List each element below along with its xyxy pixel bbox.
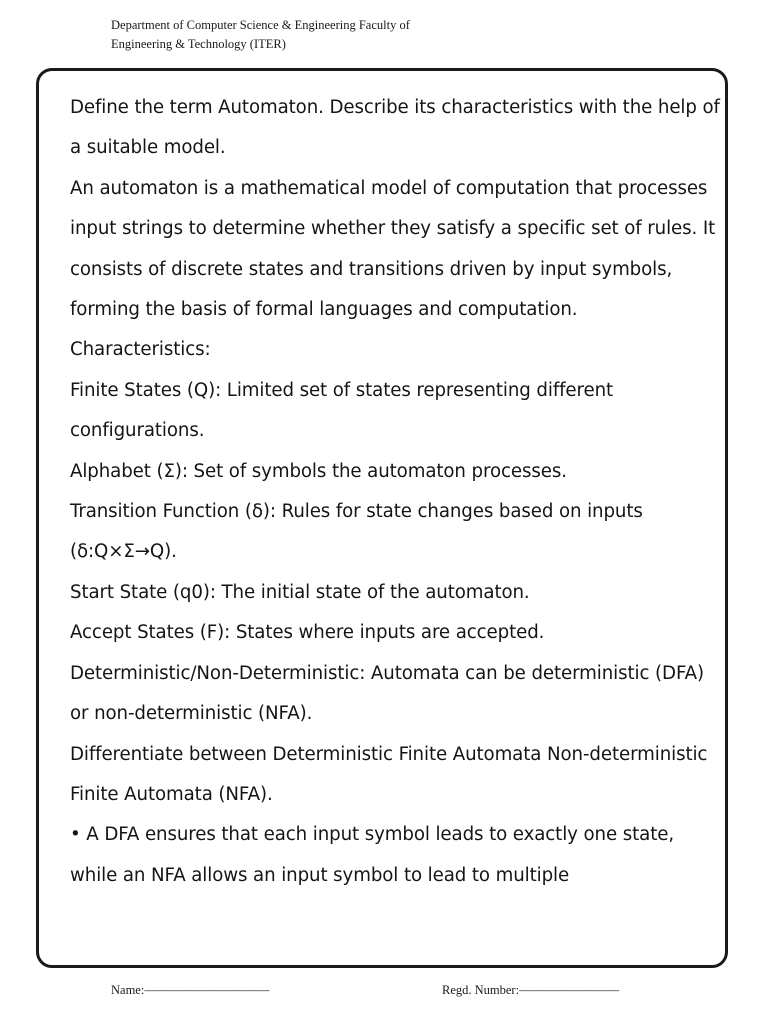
answer-content [70,88,725,896]
characteristic-deterministic: Deterministic/Non-Deterministic: Automata can be deterministic (DFA) or non-deterministic (NFA). [70,662,704,725]
bullet-point-1: • A DFA ensures that each input symbol leads to exactly one state, while an NFA allows an input symbol to lead to multiple [70,824,674,886]
characteristic-finite-states: Finite States (Q): Limited set of states representing different configurations. [70,379,614,442]
question-2: Differentiate between Deterministic Finite Automata Non-deterministic Finite Automata (NFA). [70,743,708,805]
characteristic-start-state: Start State (q0): The initial state of the automaton. [70,581,530,603]
characteristic-alphabet: Alphabet (Σ): Set of symbols the automaton processes. [70,460,567,482]
page-header [111,16,531,54]
characteristic-accept-states: Accept States (F): States where inputs are accepted. [70,622,545,644]
header-line-2: Engineering & Technology (ITER) [111,37,286,51]
characteristics-heading: Characteristics: [70,339,211,361]
answer-1-paragraph: An automaton is a mathematical model of computation that processes input strings to determine whether they satisfy a specific set of rules. It consists of discrete states and transitions driven by input symbols, forming the basis of formal languages and computation. [70,177,716,321]
question-1: Define the term Automaton. Describe its characteristics with the help of a suitable model. [70,97,720,159]
header-line-1: Department of Computer Science & Engineering Faculty of [111,18,410,32]
footer-name-field: Name:—————————— [111,983,270,997]
characteristic-transition-function: Transition Function (δ): Rules for state changes based on inputs (δ:Q×Σ→Q). [70,501,643,563]
footer-regd-number-field: Regd. Number:———————— [442,983,620,997]
